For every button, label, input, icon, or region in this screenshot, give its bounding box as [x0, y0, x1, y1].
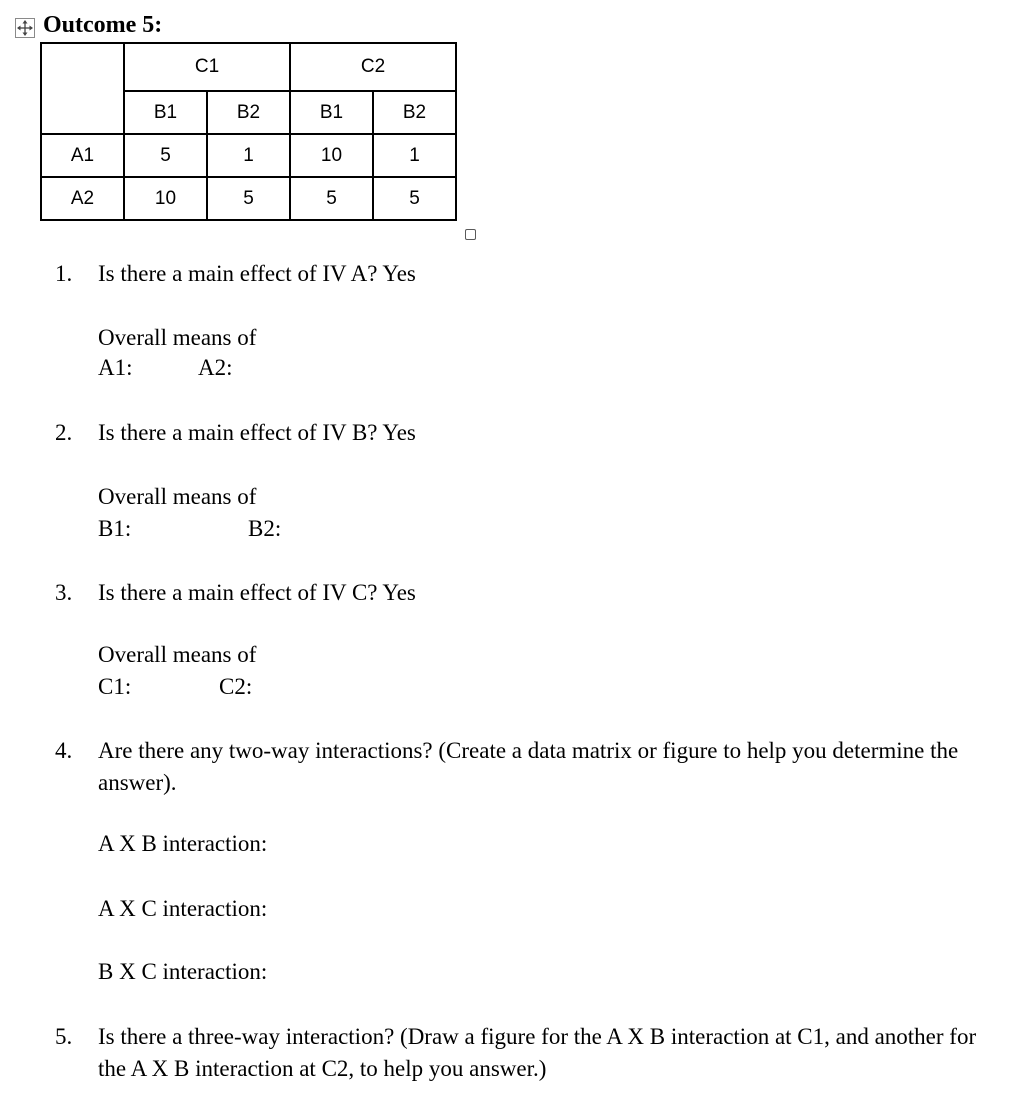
axb-interaction-label: A X B interaction:: [98, 831, 268, 856]
table-resize-handle[interactable]: [465, 229, 476, 240]
question-number: 1.: [55, 261, 73, 286]
table-row: [41, 177, 456, 220]
question-text: Is there a three-way interaction? (Draw a figure for the A X B interaction at C1, and another for the A X B interaction at C2, to help you answer.): [98, 1024, 977, 1081]
outcome-heading: Outcome 5:: [43, 12, 163, 38]
means-intro: Overall means of: [98, 325, 257, 350]
axc-interaction-label: A X C interaction:: [98, 896, 268, 921]
question-text: Is there a main effect of IV A? Yes: [98, 261, 416, 286]
table-cell: 1: [207, 134, 290, 177]
header-b2: B2: [207, 91, 290, 134]
mean-b2-label: B2:: [248, 516, 282, 541]
mean-a1-label: A1:: [98, 355, 133, 380]
table-row: [41, 43, 456, 91]
row-label-a2: A2: [41, 177, 124, 220]
means-intro: Overall means of: [98, 484, 257, 509]
mean-a2-label: A2:: [198, 355, 233, 380]
table-cell: 5: [373, 177, 456, 220]
move-icon: [16, 19, 34, 37]
mean-c1-label: C1:: [98, 674, 132, 699]
question-number: 4.: [55, 738, 73, 763]
table-move-handle[interactable]: [15, 18, 35, 38]
means-intro: Overall means of: [98, 642, 257, 667]
corner-cell: [41, 43, 124, 134]
header-c2: C2: [290, 43, 456, 91]
table-cell: 5: [290, 177, 373, 220]
table-cell: 5: [124, 134, 207, 177]
header-c1: C1: [124, 43, 290, 91]
row-label-a1: A1: [41, 134, 124, 177]
table-cell: 10: [124, 177, 207, 220]
question-text: Is there a main effect of IV C? Yes: [98, 580, 416, 605]
mean-b1-label: B1:: [98, 516, 132, 541]
header-b1: B1: [290, 91, 373, 134]
table-row: [41, 134, 456, 177]
question-number: 5.: [55, 1024, 73, 1049]
table-cell: 5: [207, 177, 290, 220]
header-b1: B1: [124, 91, 207, 134]
table-cell: 10: [290, 134, 373, 177]
bxc-interaction-label: B X C interaction:: [98, 959, 268, 984]
data-table: [40, 42, 457, 221]
table-cell: 1: [373, 134, 456, 177]
question-text: Are there any two-way interactions? (Create a data matrix or figure to help you determine the answer).: [98, 738, 959, 795]
header-b2: B2: [373, 91, 456, 134]
question-number: 2.: [55, 420, 73, 445]
question-number: 3.: [55, 580, 73, 605]
question-text: Is there a main effect of IV B? Yes: [98, 420, 416, 445]
mean-c2-label: C2:: [219, 674, 253, 699]
